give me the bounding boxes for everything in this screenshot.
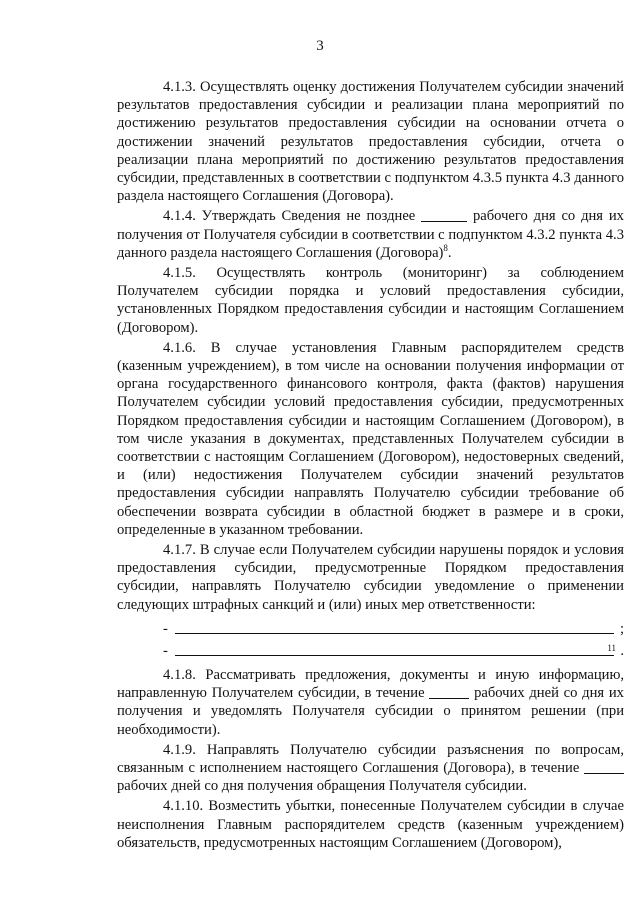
- paragraph-4-1-8-rest: рабочих дней со дня их получения и уведомлять Получателя субсидии о принятом решении (при необходимости).: [117, 685, 624, 738]
- blank-field: [421, 209, 467, 222]
- paragraph-4-1-7: 4.1.7. В случае если Получателем субсидии нарушены порядок и условия предоставления субсидии, предусмотренные Порядком предоставления субсидии, направлять Получателю субсидии уведомление о применении следующих штрафных санкций и (или) иных мер ответственности:: [117, 542, 624, 613]
- list-dash: -: [163, 642, 168, 659]
- paragraph-4-1-3: 4.1.3. Осуществлять оценку достижения Получателем субсидии значений результатов предоставления субсидии и реализации плана мероприятий по достижению результатов предоставления субсидии на основании отчета о достижении значений результатов предоставления субсидии, отчета о реализации плана мероприятий по достижению результатов предоставления субсидии, представленных в соответствии с подпунктом 4.3.5 пункта 4.3 данного раздела настоящего Соглашения (Договора).: [117, 79, 624, 205]
- paragraph-4-1-4-start: 4.1.4. Утверждать Сведения не позднее: [163, 208, 416, 225]
- paragraph-4-1-5: 4.1.5. Осуществлять контроль (мониторинг) за соблюдением Получателем субсидии порядка и условий предоставления субсидии, установленных Порядком предоставления субсидии и настоящим Соглашением (Договором).: [117, 265, 624, 336]
- paragraph-4-1-9: [117, 741, 624, 796]
- penalty-list-item: [163, 642, 624, 664]
- penalty-list-item: [163, 620, 624, 642]
- footnote-marker: 11: [607, 642, 616, 653]
- paragraph-4-1-9-rest: рабочих дней со дня получения обращения Получателя субсидии.: [117, 778, 527, 795]
- list-item-end: ;: [619, 620, 624, 637]
- paragraph-4-1-9-start: 4.1.9. Направлять Получателю субсидии разъяснения по вопросам, связанным с исполнением настоящего Соглашения (Договора), в течение: [117, 741, 624, 776]
- paragraph-4-1-10: 4.1.10. Возместить убытки, понесенные Получателем субсидии в случае неисполнения Главным распорядителем средств (казенным учреждением) обязательств, предусмотренных настоящим Соглашением (Договором),: [117, 798, 624, 851]
- page-number: 3: [316, 38, 324, 54]
- paragraph-4-1-4-rest: рабочего дня со дня их получения от Получателя субсидии в соответствии с подпунктом 4.3.2 пункта 4.3 данного раздела настоящего Соглашения (Договора): [117, 208, 624, 261]
- paragraph-4-1-8: [117, 666, 624, 739]
- blank-field: [429, 686, 469, 699]
- paragraph-4-1-8-start: 4.1.8. Рассматривать предложения, документы и иную информацию, направленную Получателем субсидии, в течение: [117, 666, 624, 702]
- blank-field: [584, 761, 624, 774]
- list-dash: -: [163, 620, 168, 637]
- list-item-end: .: [620, 642, 624, 659]
- paragraph-4-1-4-end: .: [447, 244, 452, 261]
- document-body: [117, 78, 624, 853]
- blank-line: [175, 633, 614, 634]
- blank-line: [175, 655, 614, 656]
- footnote-marker: 8: [443, 242, 448, 253]
- paragraph-4-1-6: 4.1.6. В случае установления Главным распорядителем средств (казенным учреждением), в том числе на основании получения информации от органа государственного финансового контроля, факта (фактов) нарушения Получателем субсидии условий предоставления субсидии, предусмотренных Порядком предоставления субсидии и настоящим Соглашением (Договором), в том числе указания в документах, представленных Получателем субсидии в соответствии с настоящим Соглашением (Договором), недостоверных сведений, и (или) недостижения Получателем субсидии значений результатов предоставления субсидии направлять Получателю субсидии требование об обеспечении возврата субсидии в областной бюджет в размере и в сроки, определенные в указанном требовании.: [117, 339, 624, 538]
- paragraph-4-1-4: [117, 207, 624, 262]
